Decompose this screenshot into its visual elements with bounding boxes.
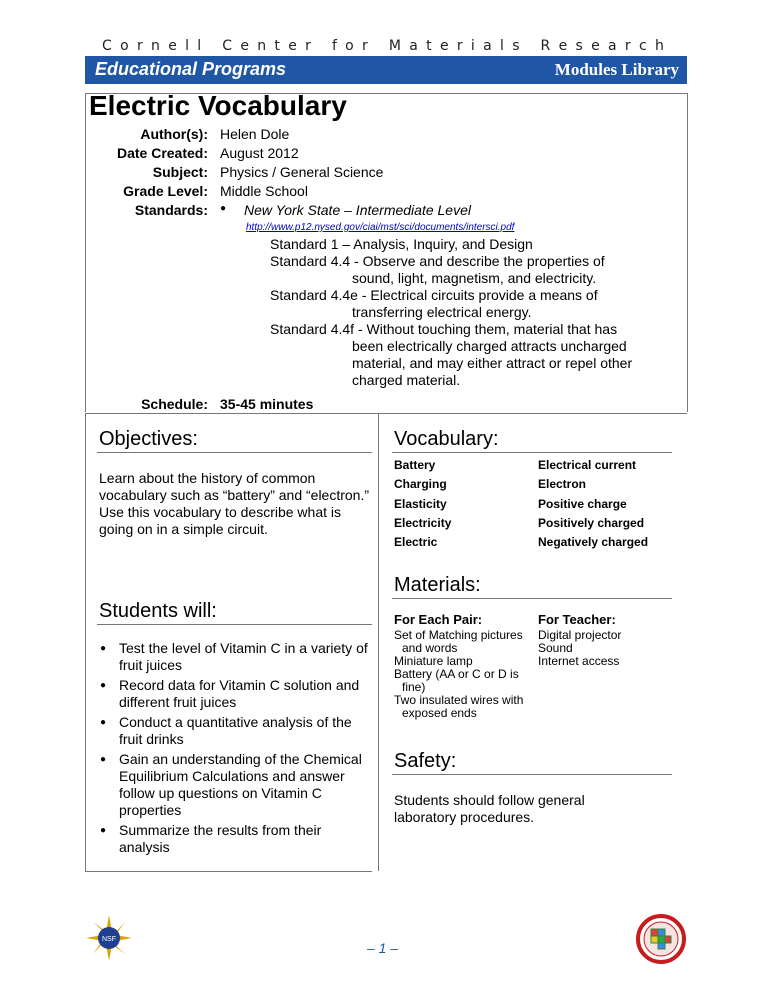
- org-letter: l: [500, 38, 504, 54]
- org-letter: s: [512, 38, 520, 54]
- nsf-logo: [86, 915, 132, 961]
- list-item: ● Summarize the results from their analysis: [100, 822, 372, 856]
- org-letter: C: [102, 38, 112, 54]
- banner-left-text: Educational Programs: [95, 59, 287, 79]
- list-item: ● Record data for Vitamin C solution and different fruit juices: [100, 677, 372, 711]
- vocab-term: Elasticity: [394, 497, 447, 511]
- grade-value: Middle School: [220, 183, 308, 199]
- materials-teacher-list: [538, 629, 668, 668]
- org-letter: c: [638, 38, 647, 54]
- vocab-term: Positive charge: [538, 497, 627, 511]
- date-label: Date Created:: [116, 145, 208, 161]
- students-title: Students will:: [99, 600, 217, 622]
- column-divider: [378, 413, 379, 871]
- org-letter: r: [456, 38, 463, 54]
- list-item: Digital projector: [538, 628, 622, 642]
- safety-rule: [392, 774, 672, 775]
- materials-title: Materials:: [394, 574, 481, 596]
- org-letter: r: [305, 38, 311, 54]
- org-letter: i: [470, 38, 475, 54]
- standard-item: Standard 4.4e - Electrical circuits provide a means of transferring electrical energy.: [270, 287, 598, 320]
- org-letter: M: [388, 38, 401, 54]
- materials-pair-heading: For Each Pair:: [394, 612, 483, 627]
- list-item: ● Gain an understanding of the Chemical Equilibrium Calculations and answer follow up questions on Vitamin C properties: [100, 751, 372, 819]
- vocab-term: Electricity: [394, 516, 452, 530]
- org-letter: r: [362, 38, 368, 54]
- safety-text: Students should follow general laboratory procedures.: [394, 792, 585, 825]
- org-letter: e: [240, 38, 249, 54]
- author-label: Author(s):: [140, 126, 208, 142]
- standards-link[interactable]: http://www.p12.nysed.gov/ciai/mst/sci/documents/intersci.pdf: [246, 222, 515, 233]
- org-letter: s: [575, 38, 583, 54]
- standard-item: Standard 4.4f - Without touching them, material that has been electrically charged attracts uncharged material, and may either attract or repel other charged material.: [270, 321, 633, 388]
- standards-list: [270, 236, 650, 389]
- subject-value: Physics / General Science: [220, 164, 384, 180]
- list-item: Two insulated wires with exposed ends: [394, 693, 524, 720]
- grade-label: Grade Level:: [123, 183, 208, 199]
- vocab-term: Charging: [394, 477, 447, 491]
- org-letter: a: [483, 38, 492, 54]
- vocab-term: Electron: [538, 477, 587, 491]
- meta-block: [0, 0, 768, 420]
- org-letter: e: [168, 38, 177, 54]
- objectives-rule: [97, 452, 372, 453]
- org-letter: n: [151, 38, 160, 54]
- bullet-icon: ●: [220, 203, 227, 214]
- org-letter: o: [345, 38, 354, 54]
- banner-right-text: Modules Library: [554, 60, 679, 79]
- org-letter: e: [288, 38, 297, 54]
- materials-pair-list: [394, 629, 524, 720]
- schedule-value: 35-45 minutes: [220, 396, 314, 412]
- students-list: [100, 640, 372, 859]
- org-letter: f: [331, 38, 337, 54]
- vocab-term: Electric: [394, 535, 438, 549]
- org-letter: R: [540, 38, 551, 54]
- vocab-term: Negatively charged: [538, 535, 649, 549]
- org-letter: a: [409, 38, 418, 54]
- vocab-term: Electrical current: [538, 458, 637, 472]
- org-letter: t: [274, 38, 280, 54]
- org-letter: t: [426, 38, 432, 54]
- vocabulary-rule: [392, 452, 672, 453]
- org-letter: e: [591, 38, 600, 54]
- materials-teacher-heading: For Teacher:: [538, 612, 616, 627]
- list-item: Sound: [538, 641, 573, 655]
- org-letter: r: [624, 38, 631, 54]
- page-number: – 1 –: [367, 940, 399, 956]
- org-letter: C: [222, 38, 233, 54]
- org-letter: h: [654, 38, 664, 54]
- org-letter: e: [439, 38, 449, 54]
- org-letter: e: [558, 38, 568, 54]
- org-letter: n: [257, 38, 267, 54]
- standards-heading: New York State – Intermediate Level: [244, 202, 471, 218]
- org-letter: o: [120, 38, 129, 54]
- schedule-label: Schedule:: [141, 396, 208, 412]
- safety-title: Safety:: [394, 750, 457, 772]
- list-item: Internet access: [538, 654, 620, 668]
- org-letter: l: [197, 38, 202, 54]
- org-letter: l: [185, 38, 189, 54]
- org-letter: a: [608, 38, 617, 54]
- ccmr-logo: [636, 914, 686, 964]
- list-item: Miniature lamp: [394, 654, 473, 668]
- subject-label: Subject:: [152, 164, 208, 180]
- author-value: Helen Dole: [220, 126, 290, 142]
- frame-left-border: [85, 413, 86, 871]
- section-divider: [85, 413, 687, 414]
- vocab-term: Positively charged: [538, 516, 645, 530]
- svg-text:NSF: NSF: [102, 936, 116, 943]
- list-item: ● Test the level of Vitamin C in a variety of fruit juices: [100, 640, 372, 674]
- objectives-text: Learn about the history of common vocabulary such as “battery” and “electron.” Use this vocabulary to describe what is going on in a simple circuit.: [99, 470, 370, 537]
- standard-item: Standard 4.4 - Observe and describe the properties of sound, light, magnetism, and electricity.: [270, 253, 605, 286]
- page-title: Electric Vocabulary: [89, 90, 347, 121]
- materials-rule: [392, 598, 672, 599]
- objectives-title: Objectives:: [99, 428, 198, 450]
- students-rule: [97, 624, 372, 625]
- standards-label: Standards:: [134, 202, 208, 218]
- list-item: ● Conduct a quantitative analysis of the fruit drinks: [100, 714, 372, 748]
- vocab-term: Battery: [394, 458, 436, 472]
- date-value: August 2012: [220, 145, 299, 161]
- list-item: Set of Matching pictures and words: [394, 628, 523, 655]
- vocabulary-title: Vocabulary:: [394, 428, 499, 450]
- list-item: Battery (AA or C or D is fine): [394, 667, 519, 694]
- org-letter: r: [136, 38, 143, 54]
- standard-item: Standard 1 – Analysis, Inquiry, and Design: [270, 236, 533, 252]
- frame-bottom-border: [85, 871, 372, 872]
